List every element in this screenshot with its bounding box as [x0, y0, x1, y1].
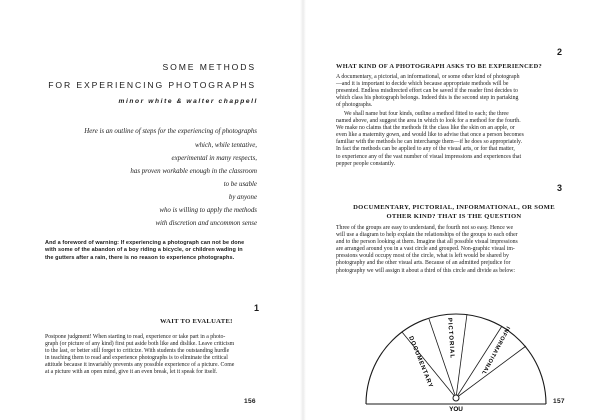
section-2-heading: WHAT KIND OF A PHOTOGRAPH ASKS TO BE EXPERIENCED?: [336, 63, 542, 70]
intro-line: which, while tentative,: [194, 142, 257, 149]
body-line: in teaching them to read and experience photographs is to eliminate the critical: [45, 355, 228, 362]
section-number-2: 2: [557, 47, 563, 57]
diagram-label-you: YOU: [449, 406, 463, 413]
intro-line: by anyone: [228, 194, 257, 201]
intro-line: with discretion and uncommon sense: [155, 220, 257, 227]
article-title-line-2: FOR EXPERIENCING PHOTOGRAPHS: [48, 80, 256, 90]
body-line: We shall name but four kinds, outline a method fitted to each; the three: [344, 111, 509, 117]
body-line: Three of the groups are easy to understand, the fourth not so easy. Hence we: [336, 225, 514, 231]
body-line: will use a diagram to help explain the relationships of the groups to each other: [336, 232, 518, 239]
section-1-body: [45, 334, 267, 377]
body-line: of photographs.: [336, 102, 373, 109]
intro-line: who is willing to apply the methods: [159, 207, 257, 214]
divider-line: [456, 314, 467, 398]
page-number-left: 156: [244, 398, 256, 405]
article-title-line-1: SOME METHODS: [162, 62, 256, 72]
section-1-heading: WAIT TO EVALUATE!: [160, 318, 233, 325]
intro-line: has proven workable enough in the classroom: [130, 168, 257, 175]
body-line: graph (or picture of any kind) first put aside both like and dislike. Leave criticism: [45, 341, 235, 348]
body-line: —and it is important to decide which because appropriate methods will be: [336, 81, 509, 88]
diagram-label-documentary: DOCUMENTARY: [407, 335, 434, 390]
body-line: In fact the methods can be applied to any of the visual arts, or for that matter,: [336, 146, 515, 153]
right-page: [303, 0, 606, 420]
body-line: Postpone judgment! When starting to read, experience or take part in a photo-: [45, 334, 226, 340]
foreword-line: And a foreword of warning: If experiencing a photograph can not be done: [45, 240, 245, 246]
authors-byline: minor white & walter chappell: [118, 98, 258, 105]
body-line: are arranged around you in a vast circle and grouped. Non-graphic visual im-: [336, 246, 515, 253]
diagram-label-informational: INFORMATIONAL: [479, 325, 511, 376]
body-line: even like a maternity gown, and would like to advise that once a person becomes: [336, 132, 524, 139]
body-line: pepper people constantly.: [336, 160, 396, 167]
body-line: named above, and suggest the area in which to look for a method for the fourth.: [336, 118, 521, 125]
body-line: pressions would occupy most of the circle, what is left would be shared by: [336, 253, 509, 260]
body-line: to the last, or better still forget to criticize. With students the outstanding hurdle: [45, 348, 230, 355]
foreword-warning: [45, 240, 260, 262]
section-3-heading: [336, 204, 572, 221]
intro-line: Here is an outline of steps for the experiencing of photographs: [84, 128, 257, 135]
body-line: at a picture with an open mind, give it an even break, let it speak for itself.: [45, 369, 218, 376]
body-line: photography we will assign it about a third of this circle and divide as below:: [336, 267, 516, 274]
intro-line: experimental in many respects,: [171, 155, 257, 162]
foreword-line: the gutters after a rain, there is no reason to experience photographs.: [45, 254, 235, 261]
section-number-1: 1: [254, 303, 260, 313]
body-line: photography and the other visual arts. Because of an admitted prejudice for: [336, 260, 511, 267]
diagram-label-pictorial: PICTORIAL: [446, 317, 455, 360]
section-2-body-p2: [336, 111, 572, 168]
section-number-3: 3: [557, 183, 563, 193]
section-3-body: [336, 225, 572, 275]
section-2-body-p1: [336, 74, 572, 109]
body-line: which class his photograph belongs. Indeed this is the second step in partaking: [336, 95, 519, 102]
section-3-heading-line: DOCUMENTARY, PICTORIAL, INFORMATIONAL, OR SOME: [353, 204, 555, 211]
body-line: We make no claims that the methods fit the class like the skin on an apple, or: [336, 125, 515, 132]
body-line: familiar with the methods he can interchange them—if he does so appropriately.: [336, 139, 523, 146]
semicircle-arc: [366, 314, 546, 404]
body-line: and to the person looking at them. Imagine that all possible visual impressions: [336, 239, 518, 246]
viewer-point-icon: [453, 395, 459, 401]
section-3-heading-line: OTHER KIND? THAT IS THE QUESTION: [386, 212, 522, 220]
body-line: attitude because it invariably prevents any possible experience of a picture. Come: [45, 362, 235, 369]
foreword-line: with some of the abandon of a boy riding a bicycle, or children wading in: [45, 247, 243, 254]
page-number-right: 157: [553, 398, 565, 405]
body-line: to experience any of the vast number of visual impressions and experiences that: [336, 153, 522, 160]
body-line: presented. Endless misdirected effort can be saved if the reader first decides to: [336, 88, 518, 95]
intro-line: to be usable: [223, 181, 257, 188]
divider-line: [456, 326, 502, 398]
body-line: A documentary, a pictorial, an informational, or some other kind of photograph: [336, 74, 520, 80]
